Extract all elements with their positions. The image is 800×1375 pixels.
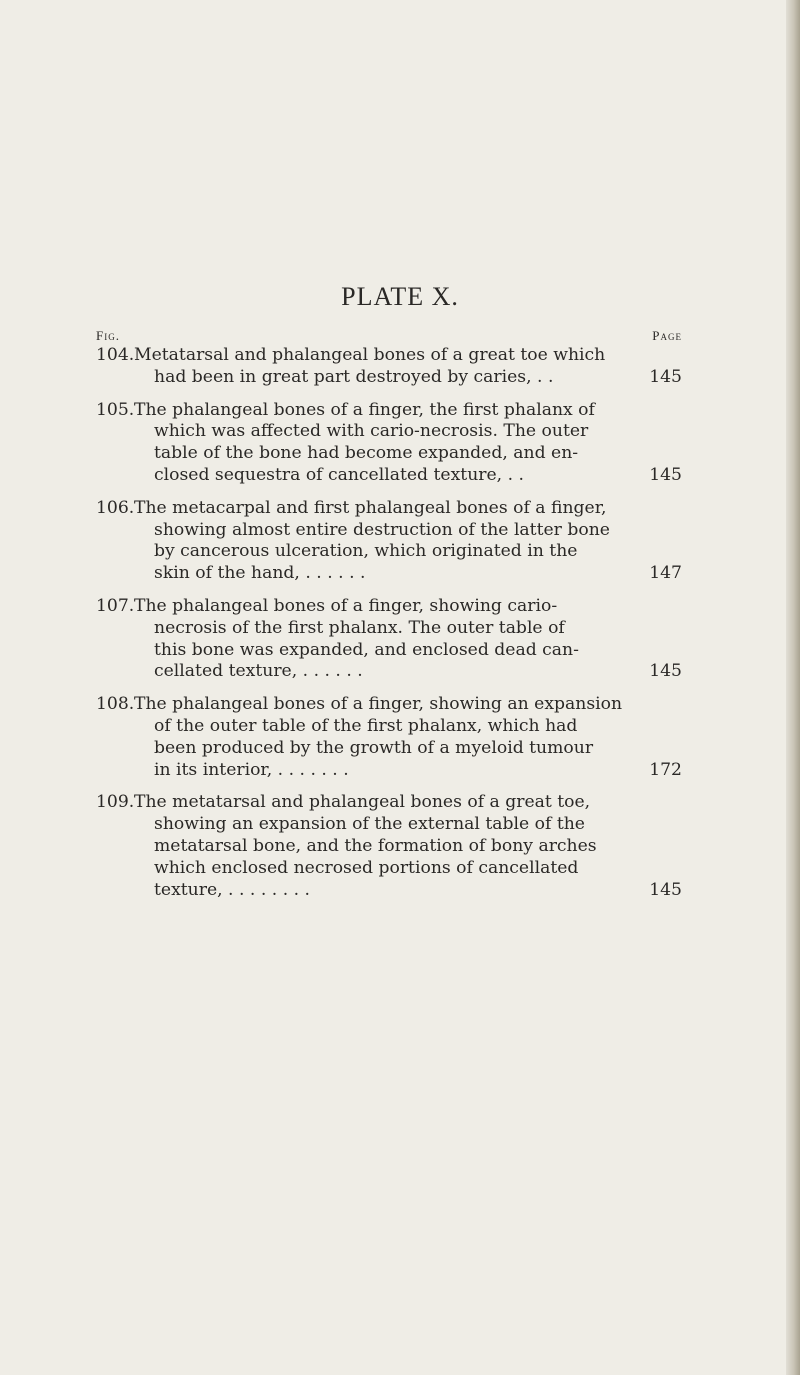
figure-description-line: Metatarsal and phalangeal bones of a great toe which [134, 345, 606, 365]
entry-line [96, 563, 682, 585]
entry-line [96, 760, 682, 782]
figure-number: 106. [96, 497, 135, 518]
page-column-header: Page [652, 328, 682, 343]
page-number: 145 [649, 366, 682, 387]
figure-description-line: which was affected with cario-necrosis. The outer [154, 421, 589, 442]
entry-line [96, 738, 682, 760]
figure-number: 104. [96, 345, 135, 365]
page-number: 145 [649, 661, 682, 682]
entry-line [96, 541, 682, 563]
figure-description-line: cellated texture, . . . . . . [154, 661, 363, 682]
figure-description-line: by cancerous ulceration, which originated in the [154, 541, 578, 562]
entry-line [96, 814, 682, 836]
figure-description-line: of the outer table of the first phalanx, which had [154, 715, 578, 736]
entry-line [96, 443, 682, 465]
figure-description-line: necrosis of the first phalanx. The outer table of [154, 617, 565, 638]
plate-title: PLATE X. [341, 282, 459, 311]
entry-line [96, 694, 682, 716]
entry-line [96, 661, 682, 683]
figure-number: 108. [96, 694, 135, 715]
figure-description-line: The metacarpal and first phalangeal bones of a finger, [134, 497, 607, 518]
figure-entry [96, 792, 682, 901]
entry-line [96, 345, 682, 367]
page-number: 145 [649, 879, 682, 900]
figure-description-line: The phalangeal bones of a finger, the first phalanx of [134, 399, 595, 420]
page-edge [786, 0, 800, 1375]
page-number: 147 [649, 563, 682, 584]
entry-line [96, 400, 682, 422]
figure-entry [96, 498, 682, 585]
fig-column-header: Fig. [96, 328, 120, 343]
entry-line [96, 716, 682, 738]
figure-entry [96, 694, 682, 781]
figure-description-line: closed sequestra of cancellated texture, . . [154, 464, 524, 485]
page-number: 145 [649, 464, 682, 485]
plate-contents-list [96, 345, 682, 912]
figure-description-line: been produced by the growth of a myeloid tumour [154, 737, 594, 758]
entry-line [96, 367, 682, 389]
entry-line [96, 792, 682, 814]
entry-line [96, 640, 682, 662]
entry-line [96, 596, 682, 618]
figure-number: 109. [96, 792, 135, 813]
figure-description-line: table of the bone had become expanded, and en- [154, 443, 579, 464]
entry-line [96, 465, 682, 487]
page-number: 172 [649, 759, 682, 780]
entry-line [96, 498, 682, 520]
entry-line [96, 421, 682, 443]
figure-description-line: this bone was expanded, and enclosed dead can- [154, 639, 579, 660]
entry-line [96, 880, 682, 902]
figure-description-line: The phalangeal bones of a finger, showing cario- [134, 595, 558, 616]
figure-description-line: skin of the hand, . . . . . . [154, 563, 366, 584]
figure-description-line: in its interior, . . . . . . . [154, 759, 349, 780]
entry-line [96, 836, 682, 858]
figure-description-line: had been in great part destroyed by caries, . . [154, 366, 554, 387]
figure-description-line: showing an expansion of the external table of the [154, 814, 585, 835]
figure-number: 107. [96, 595, 135, 616]
figure-description-line: The phalangeal bones of a finger, showing an expansion [134, 694, 623, 715]
figure-entry [96, 596, 682, 683]
figure-description-line: showing almost entire destruction of the latter bone [154, 519, 610, 540]
figure-entry [96, 400, 682, 487]
figure-number: 105. [96, 399, 135, 420]
figure-description-line: metatarsal bone, and the formation of bony arches [154, 835, 597, 856]
entry-line [96, 520, 682, 542]
figure-description-line: The metatarsal and phalangeal bones of a great toe, [134, 792, 591, 813]
entry-line [96, 618, 682, 640]
figure-entry [96, 345, 682, 389]
figure-description-line: texture, . . . . . . . . [154, 879, 311, 900]
figure-description-line: which enclosed necrosed portions of cancellated [154, 857, 579, 878]
entry-line [96, 858, 682, 880]
